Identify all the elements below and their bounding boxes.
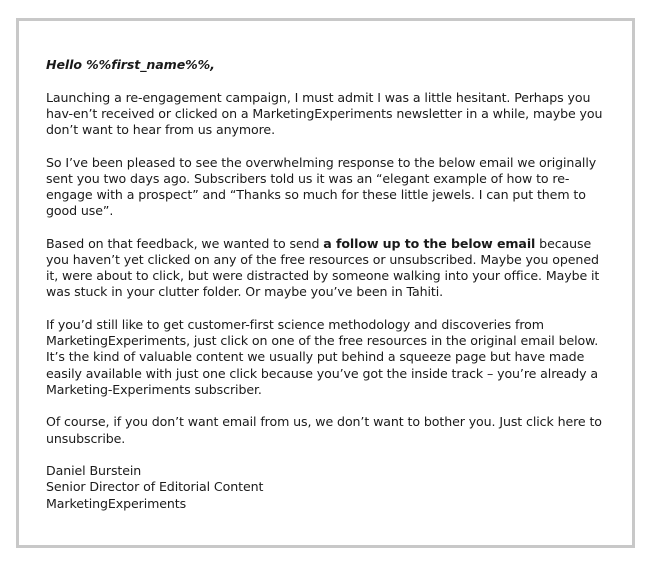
follow-up-emphasis: a follow up to the below email [323,235,536,251]
paragraph-feedback-end: because you haven’t yet clicked on any of the free resources or unsubscribed. Maybe you opened it, were about to click, but were distracted by someone walking into your office. Maybe it was stuck in your clutter folder. Or maybe you’ve been in Tahiti. [46,235,600,300]
paragraph-resources: If you’d still like to get customer-first science methodology and discoveries from MarketingExperiments, just click on one of the free resources in the original email below. It’s the kind of valuable content we usually put behind a squeeze page but have made easily available with just one click because you’ve got the inside track – you’re already a Marketing-Experiments subscriber. [46,317,599,397]
paragraph-unsubscribe: Of course, if you don’t want email from us, we don’t want to bother you. Just click here to unsubscribe. [46,414,602,446]
signature-name: Daniel Burstein [46,463,142,479]
signature-title: Senior Director of Editorial Content [46,479,264,495]
email-greeting: Hello %%first_name%%, [46,57,215,72]
signature [46,463,608,512]
paragraph-intro: Launching a re-engagement campaign, I must admit I was a little hesitant. Perhaps you hav-en’t received or clicked on a MarketingExperiments newsletter in a while, maybe you don’t want to hear from us anymore. [46,89,603,137]
paragraph-feedback [46,236,608,301]
paragraph-feedback-start: Based on that feedback, we wanted to send [46,235,324,251]
paragraph-response: So I’ve been pleased to see the overwhelming response to the below email we originally sent you two days ago. Subscribers told us it was an “elegant example of how to re-engage with a prospect” and “Thanks so much for these little jewels. I can put them to good use”. [46,154,597,219]
signature-company: MarketingExperiments [46,495,187,511]
email-body [46,57,608,512]
email-frame [16,18,635,548]
